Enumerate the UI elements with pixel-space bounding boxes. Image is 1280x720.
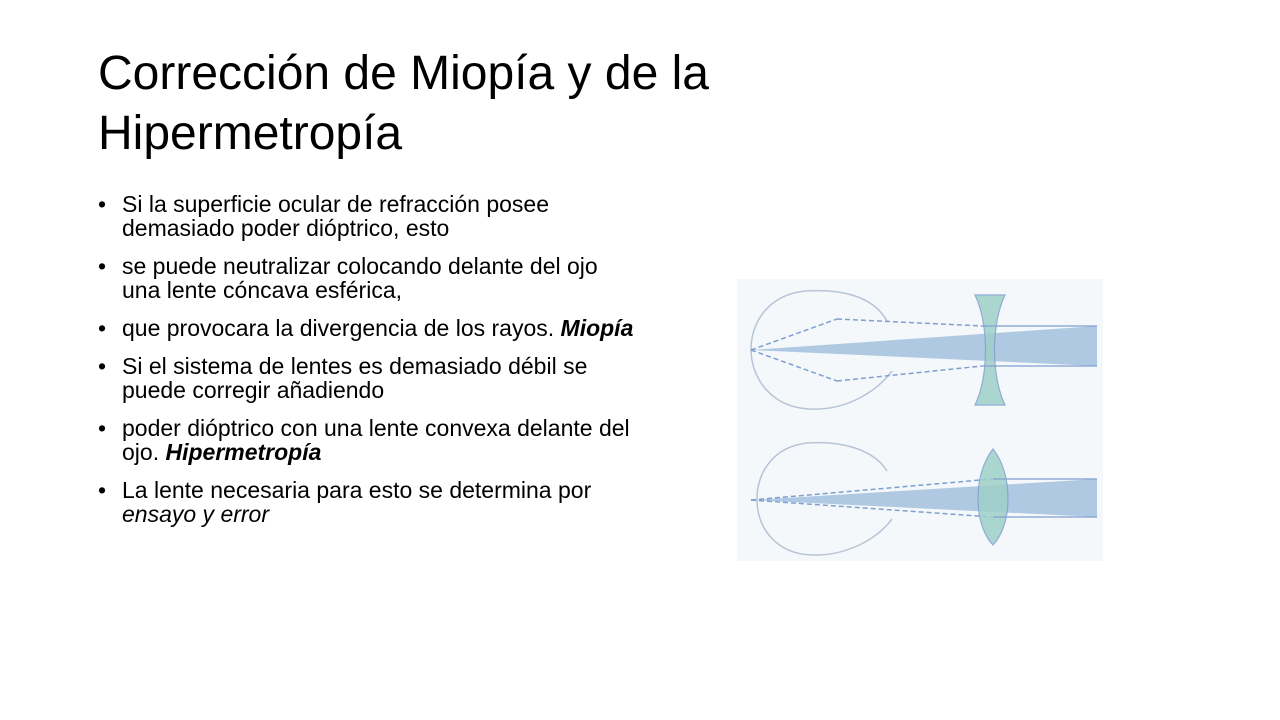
bullet-text: poder dióptrico con una lente convexa delante del ojo. — [122, 415, 630, 465]
bullet-item — [98, 354, 638, 402]
bullet-dot-icon: • — [98, 191, 107, 217]
slide-title: Corrección de Miopía y de la Hipermetropía — [98, 47, 709, 160]
light-beam-bottom — [751, 479, 1097, 517]
bullet-item — [98, 416, 638, 464]
bullet-emphasis-hipermetropia: Hipermetropía — [165, 439, 322, 465]
bullet-list — [98, 192, 638, 540]
bullet-item — [98, 478, 638, 526]
hyperopia-diagram — [751, 443, 1097, 555]
lens-correction-diagram — [737, 279, 1103, 561]
bullet-italic-ensayo: ensayo y error — [122, 501, 270, 527]
myopia-diagram — [751, 291, 1097, 410]
bullet-text: Si el sistema de lentes es demasiado débil se puede corregir añadiendo — [122, 353, 588, 403]
ray-top-lower — [751, 350, 837, 381]
bullet-item — [98, 316, 638, 340]
bullet-text: se puede neutralizar colocando delante del ojo una lente cóncava esférica, — [122, 253, 598, 303]
bullet-dot-icon: • — [98, 477, 107, 503]
bullet-text: que provocara la divergencia de los rayos. — [122, 315, 561, 341]
bullet-dot-icon: • — [98, 253, 107, 279]
ray-top-upper-2 — [837, 319, 982, 326]
bullet-text: La lente necesaria para esto se determina por — [122, 477, 592, 503]
bullet-dot-icon: • — [98, 353, 107, 379]
diagram-svg — [737, 279, 1103, 561]
bullet-item — [98, 254, 638, 302]
ray-top-lower-2 — [837, 366, 982, 381]
bullet-item — [98, 192, 638, 240]
bullet-dot-icon: • — [98, 415, 107, 441]
convex-lens — [978, 449, 1008, 545]
bullet-text: Si la superficie ocular de refracción posee demasiado poder dióptrico, esto — [122, 191, 550, 241]
bullet-emphasis-miopia: Miopía — [560, 315, 634, 341]
light-beam-top — [751, 326, 1097, 366]
bullet-dot-icon: • — [98, 315, 107, 341]
